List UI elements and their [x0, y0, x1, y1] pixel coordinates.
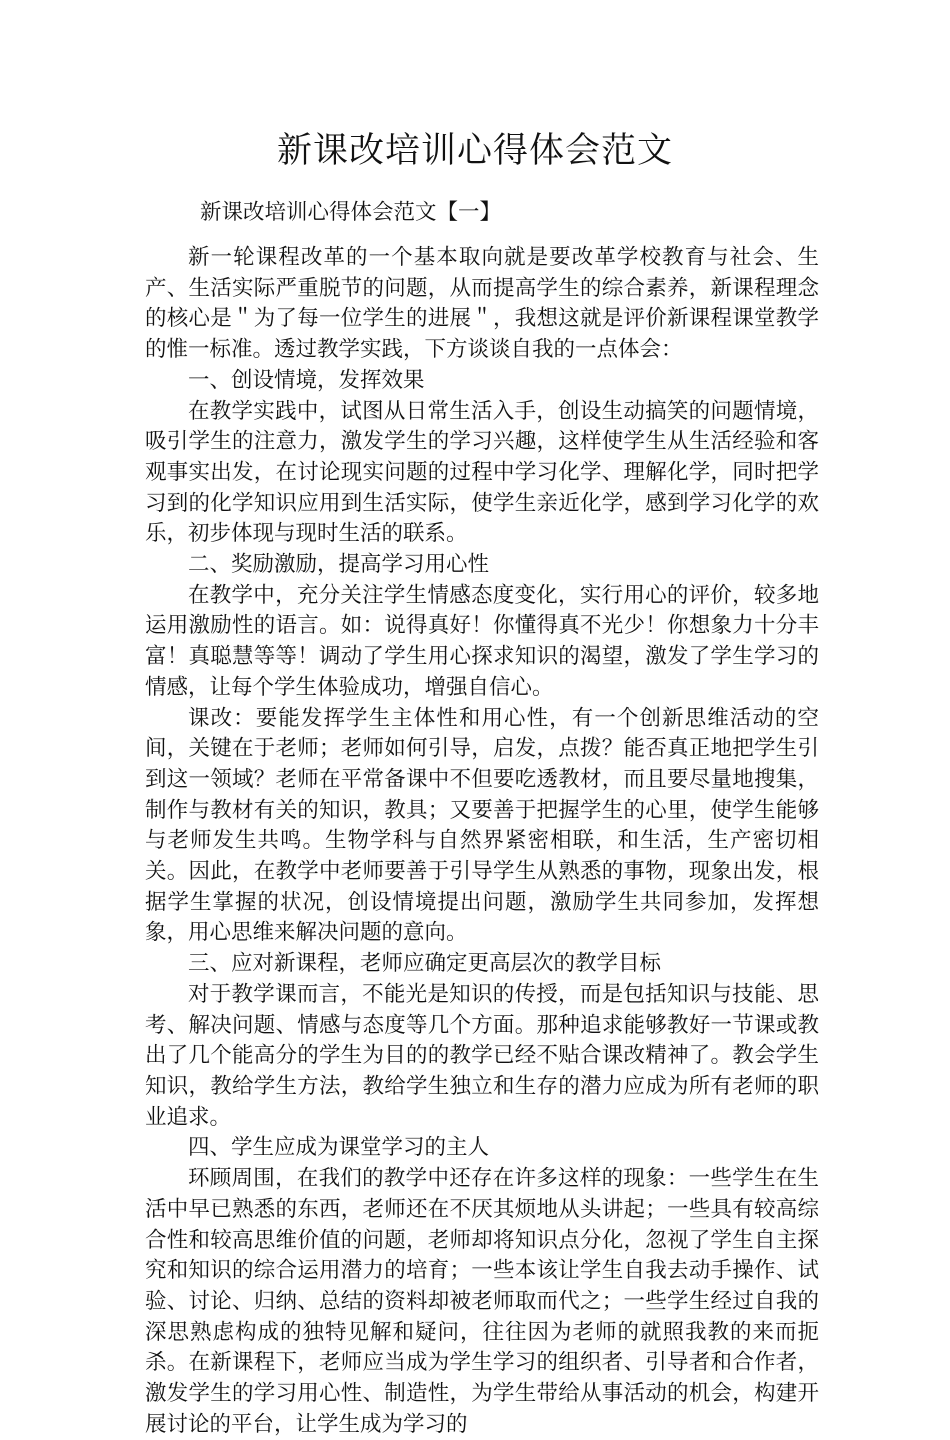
body-paragraph: 在教学实践中，试图从日常生活入手，创设生动搞笑的问题情境，吸引学生的注意力，激发学生的学习兴趣，这样使学生从生活经验和客观事实出发，在讨论现实问题的过程中学习化学、理解化学，同时把学习到的化学知识应用到生活实际，使学生亲近化学，感到学习化学的欢乐，初步体现与现时生活的联系。	[145, 398, 819, 547]
body-paragraph: 课改：要能发挥学生主体性和用心性，有一个创新思维活动的空间，关键在于老师；老师如何引导，启发，点拨？能否真正地把学生引到这一领域？老师在平常备课中不但要吃透教材，而且要尽量地搜集，制作与教材有关的知识，教具；又要善于把握学生的心里，使学生能够与老师发生共鸣。生物学科与自然界紧密相联，和生活，生产密切相关。因此，在教学中老师要善于引导学生从熟悉的事物，现象出发，根据学生掌握的状况，创设情境提出问题，激励学生共同参加，发挥想象，用心思维来解决问题的意向。	[145, 705, 819, 946]
body-paragraph: 环顾周围，在我们的教学中还存在许多这样的现象：一些学生在生活中早已熟悉的东西，老师还在不厌其烦地从头讲起；一些具有较高综合性和较高思维价值的问题，老师却将知识点分化，忽视了学生自主探究和知识的综合运用潜力的培育；一些本该让学生自我去动手操作、试验、讨论、归纳、总结的资料却被老师取而代之；一些学生经过自我的深思熟虑构成的独特见解和疑问，往往因为老师的就照我教的来而扼杀。在新课程下，老师应当成为学生学习的组织者、引导者和合作者，激发学生的学习用心性、制造性，为学生带给从事活动的机会，构建开展讨论的平台，让学生成为学习的	[145, 1166, 819, 1437]
section-subtitle: 新课改培训心得体会范文【一】	[200, 200, 502, 225]
body-paragraph: 在教学中，充分关注学生情感态度变化，实行用心的评价，较多地运用激励性的语言。如：说得真好！你懂得真不光少！你想象力十分丰富！真聪慧等等！调动了学生用心探求知识的渴望，激发了学生学习的情感，让每个学生体验成功，增强自信心。	[145, 582, 819, 700]
intro-paragraph: 新一轮课程改革的一个基本取向就是要改革学校教育与社会、生产、生活实际严重脱节的问题，从而提高学生的综合素养，新课程理念的核心是＂为了每一位学生的进展＂，我想这就是评价新课程课堂教学的惟一标准。透过教学实践，下方谈谈自我的一点体会：	[145, 245, 819, 363]
section-heading-3: 三、应对新课程，老师应确定更高层次的教学目标	[188, 951, 662, 977]
section-heading-4: 四、学生应成为课堂学习的主人	[188, 1135, 490, 1161]
section-heading-1: 一、创设情境，发挥效果	[188, 367, 425, 393]
document-body	[145, 243, 819, 1440]
document-title: 新课改培训心得体会范文	[276, 131, 673, 171]
section-heading-2: 二、奖励激励，提高学习用心性	[188, 552, 490, 578]
body-paragraph: 对于教学课而言，不能光是知识的传授，而是包括知识与技能、思考、解决问题、情感与态度等几个方面。那种追求能够教好一节课或教出了几个能高分的学生为目的的教学已经不贴合课改精神了。教会学生知识，教给学生方法，教给学生独立和生存的潜力应成为所有老师的职业追求。	[145, 981, 819, 1130]
